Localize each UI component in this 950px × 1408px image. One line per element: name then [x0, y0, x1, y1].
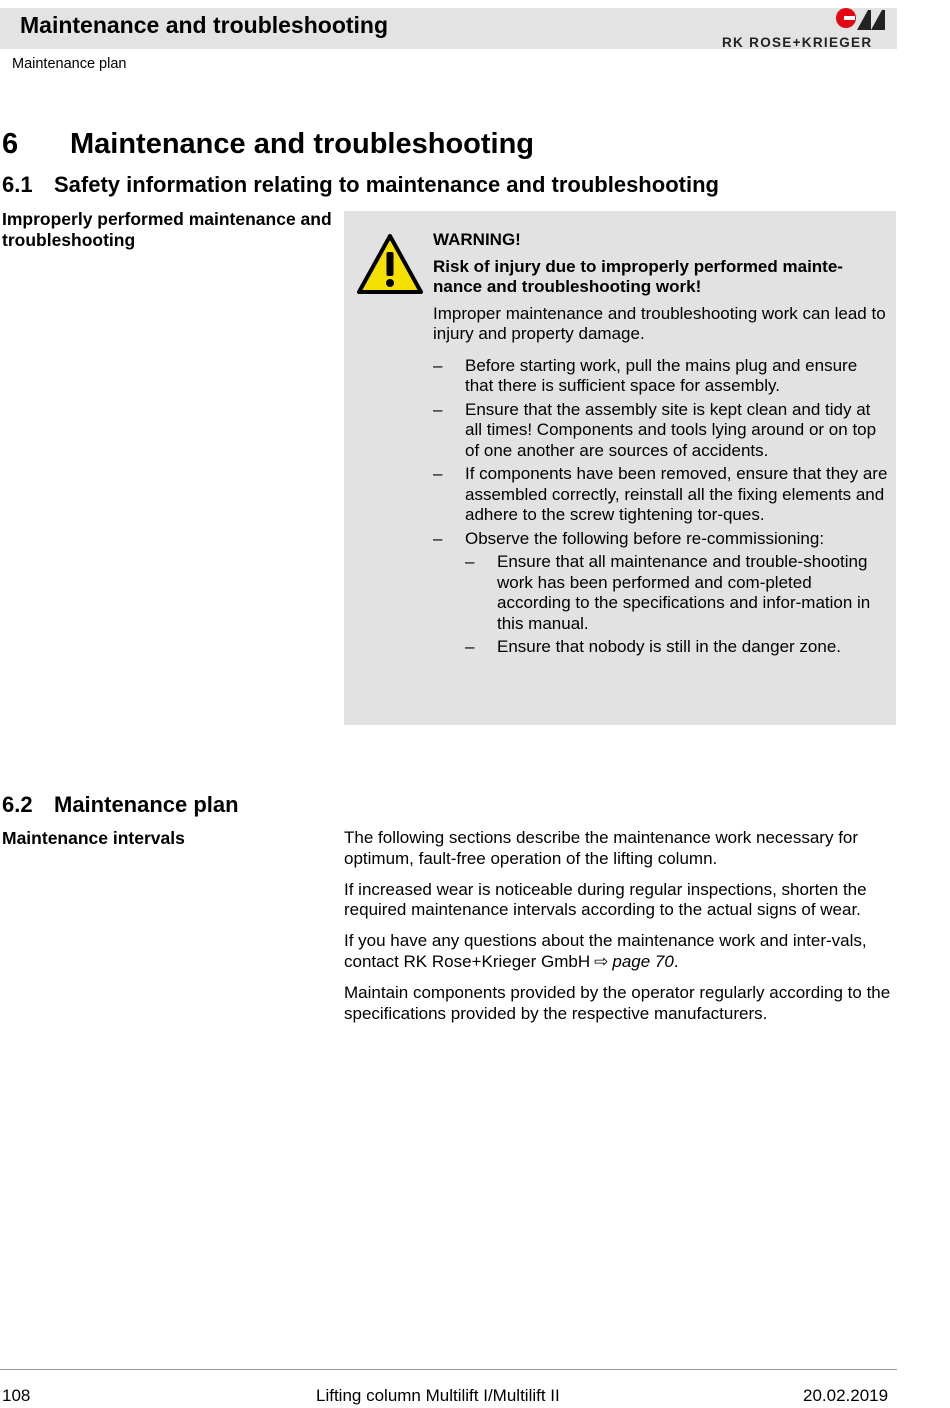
list-item: – Before starting work, pull the mains plug and ensure that there is sufficient space for assembly.: [433, 355, 858, 395]
list-item: – Ensure that the assembly site is kept clean and tidy at all times! Components and tools lying around or on top of one another are sources of accidents.: [433, 399, 877, 460]
footer-divider: [0, 1369, 897, 1370]
section-number: 6.1: [2, 172, 33, 197]
dash-bullet: –: [465, 552, 475, 571]
dash-bullet: –: [433, 464, 443, 483]
side-label-improper-maintenance: Improperly performed maintenance and troubleshooting: [2, 209, 332, 250]
paragraph: Maintain components provided by the operator regularly according to the specifications provided by the respective manufacturers.: [344, 983, 891, 1023]
warning-list: [433, 356, 888, 658]
dash-bullet: –: [433, 399, 443, 419]
warning-triangle-icon: [356, 233, 424, 295]
list-item: – Ensure that all maintenance and trouble-shooting work has been performed and com-pleted according to the specifications and infor-mation in this manual.: [465, 552, 871, 633]
footer-page-number: 108: [2, 1386, 31, 1405]
section-heading-6-1: [2, 172, 719, 198]
brand-logo: [722, 6, 892, 52]
warning-content: [433, 230, 888, 661]
section-title: Maintenance plan: [54, 792, 239, 817]
page-reference-link[interactable]: page 70: [612, 952, 674, 972]
dash-bullet: –: [433, 528, 443, 548]
warning-headline: Risk of injury due to improperly performed mainte-nance and troubleshooting work!: [433, 256, 843, 296]
warning-box: [344, 211, 896, 725]
warning-text: Improper maintenance and troubleshooting work can lead to injury and property damage.: [433, 303, 886, 343]
section-number: 6.2: [2, 792, 33, 817]
chapter-title: Maintenance and troubleshooting: [70, 128, 535, 160]
brand-logo-icon: [835, 6, 889, 34]
paragraph: The following sections describe the maintenance work necessary for optimum, fault-free operation of the lifting column.: [344, 828, 859, 868]
warning-signal-word: WARNING!: [433, 230, 521, 249]
page-header-subtitle: Maintenance plan: [12, 56, 127, 72]
list-item: – Ensure that nobody is still in the danger zone.: [465, 637, 841, 656]
section-title: Safety information relating to maintenance and troubleshooting: [54, 172, 719, 197]
brand-name: RK ROSE+KRIEGER: [722, 35, 873, 50]
section-heading-6-2: [2, 792, 239, 818]
list-item: – If components have been removed, ensure that they are assembled correctly, reinstall all the fixing elements and adhere to the screw tightening tor-ques.: [433, 464, 888, 524]
dash-bullet: –: [433, 355, 443, 375]
chapter-number: 6: [2, 128, 19, 160]
side-label-maintenance-intervals: Maintenance intervals: [2, 828, 185, 848]
footer-date: 20.02.2019: [803, 1386, 889, 1405]
maintenance-plan-body: [344, 828, 894, 1035]
contact-paragraph: If you have any questions about the maintenance work and inter-vals, contact RK Rose+Krieger GmbH ⇨ page 70.: [344, 931, 867, 972]
paragraph: If increased wear is noticeable during regular inspections, shorten the required maintenance intervals according to the actual signs of wear.: [344, 879, 867, 920]
chapter-heading: [2, 128, 534, 161]
list-item: – Observe the following before re-commissioning: – Ensure that all maintenance and trouble-shooting work has been performed and com-pleted according to the specifications and infor-mation in this manual. – Ensure that nobody is still in the danger zone.: [433, 529, 888, 658]
footer-document-title: Lifting column Multilift I/Multilift II: [316, 1386, 560, 1405]
page-header-title: Maintenance and troubleshooting: [20, 12, 389, 38]
cross-reference-arrow-icon: ⇨: [594, 952, 609, 972]
warning-sublist: [465, 552, 888, 658]
dash-bullet: –: [465, 637, 475, 656]
